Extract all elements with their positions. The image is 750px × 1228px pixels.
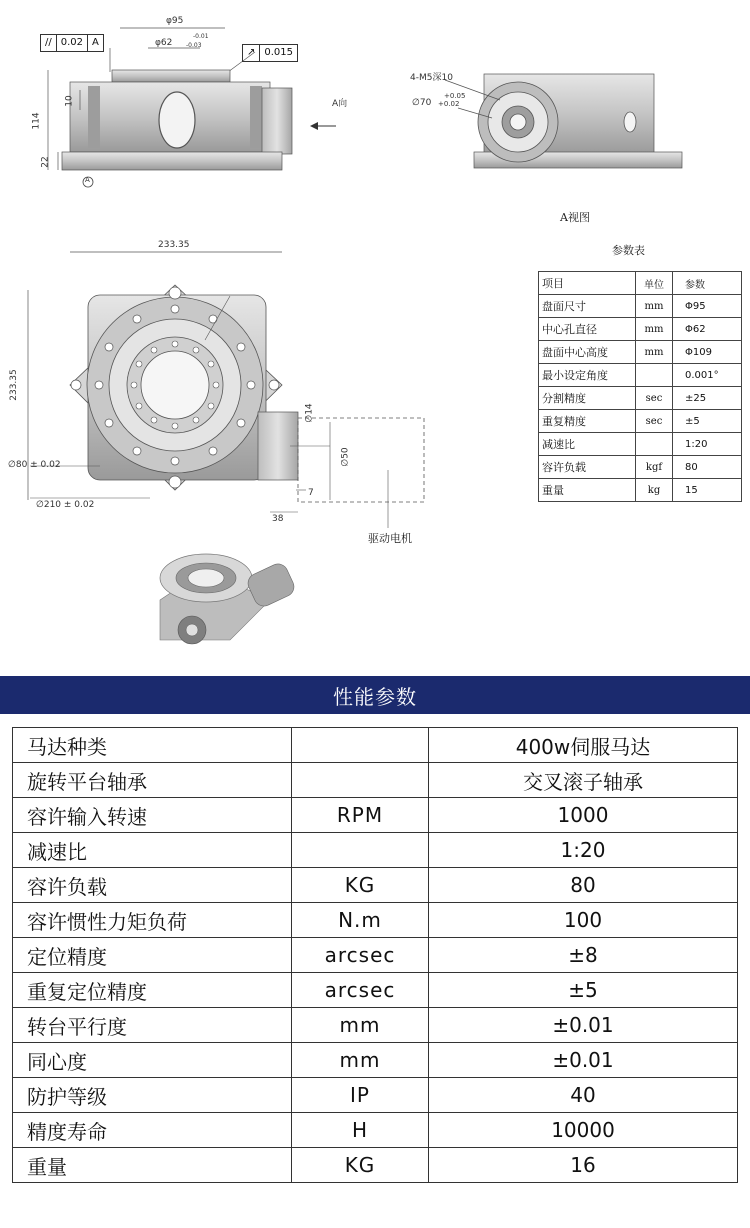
spec-unit: sec xyxy=(636,410,673,433)
spec-row xyxy=(539,318,742,341)
param-value: 1:20 xyxy=(429,833,738,868)
dim-center-hole-tol-upper: -0.01 xyxy=(193,33,209,40)
param-name: 容许惯性力矩负荷 xyxy=(13,903,292,938)
spec-row xyxy=(539,341,742,364)
top-center-hole xyxy=(141,351,209,419)
param-value: 80 xyxy=(429,868,738,903)
param-unit xyxy=(292,763,429,798)
spec-header-unit: 单位 xyxy=(636,272,673,295)
spec-header-row xyxy=(539,272,742,295)
param-name: 防护等级 xyxy=(13,1078,292,1113)
table-row xyxy=(13,1113,738,1148)
thread-callout: 4-M5深10 xyxy=(410,73,453,83)
front-left-cap xyxy=(88,86,100,148)
spec-item: 容许负载 xyxy=(539,456,636,479)
param-unit: KG xyxy=(292,868,429,903)
spec-row xyxy=(539,479,742,502)
motor-outline xyxy=(298,418,424,502)
table-row xyxy=(13,868,738,903)
param-name: 定位精度 xyxy=(13,938,292,973)
spec-value: 1:20 xyxy=(673,433,742,456)
spec-item: 中心孔直径 xyxy=(539,318,636,341)
front-center-window xyxy=(159,92,195,148)
spec-value: Φ95 xyxy=(673,295,742,318)
dim-center-hole: φ62 xyxy=(155,38,173,48)
tolerance-frame-runout xyxy=(242,44,298,62)
tol-value-runout: 0.015 xyxy=(264,47,294,58)
spec-item: 盘面中心高度 xyxy=(539,341,636,364)
table-row xyxy=(13,728,738,763)
side-port xyxy=(624,112,636,132)
spec-value: ±25 xyxy=(673,387,742,410)
param-value: ±0.01 xyxy=(429,1043,738,1078)
table-row xyxy=(13,1043,738,1078)
dim-38: 38 xyxy=(272,514,284,524)
param-name: 容许输入转速 xyxy=(13,798,292,833)
spec-unit: kgf xyxy=(636,456,673,479)
performance-table-body xyxy=(13,728,738,1183)
section-banner xyxy=(0,676,750,714)
front-motor-flange xyxy=(262,88,292,154)
tol-value-parallel: 0.02 xyxy=(57,35,88,51)
table-row xyxy=(13,833,738,868)
spec-value: Φ109 xyxy=(673,341,742,364)
dim-shaft: ∅14 xyxy=(304,403,315,423)
param-value: ±0.01 xyxy=(429,1008,738,1043)
render-shaft xyxy=(186,624,198,636)
motor-label: 驱动电机 xyxy=(368,532,412,545)
param-name: 减速比 xyxy=(13,833,292,868)
dim-7: 7 xyxy=(308,488,314,498)
param-name: 重量 xyxy=(13,1148,292,1183)
banner-title: 性能参数 xyxy=(333,684,417,709)
param-name: 旋转平台轴承 xyxy=(13,763,292,798)
view-direction-label: A向 xyxy=(332,99,348,109)
param-name: 同心度 xyxy=(13,1043,292,1078)
table-row xyxy=(13,938,738,973)
side-view xyxy=(445,74,682,168)
param-name: 重复定位精度 xyxy=(13,973,292,1008)
param-value: ±5 xyxy=(429,973,738,1008)
top-view xyxy=(28,252,424,528)
spec-header-value: 参数 xyxy=(673,272,742,295)
dim-base: 22 xyxy=(40,156,51,168)
param-unit: arcsec xyxy=(292,938,429,973)
spec-row xyxy=(539,456,742,479)
spec-table-body xyxy=(539,272,742,502)
spec-item: 重复精度 xyxy=(539,410,636,433)
spec-value: ±5 xyxy=(673,410,742,433)
dim-center-hole-tol-lower: -0.03 xyxy=(186,42,202,49)
product-render xyxy=(160,554,297,644)
param-unit: N.m xyxy=(292,903,429,938)
dim-width: 233.35 xyxy=(158,240,190,250)
spec-row xyxy=(539,295,742,318)
spec-item: 最小设定角度 xyxy=(539,364,636,387)
table-row xyxy=(13,1078,738,1113)
flange-tol-lower: +0.02 xyxy=(438,100,460,108)
param-name: 转台平行度 xyxy=(13,1008,292,1043)
flange-dia: ∅70 xyxy=(412,98,432,108)
performance-table xyxy=(12,727,738,1183)
table-row xyxy=(13,903,738,938)
param-value: 1000 xyxy=(429,798,738,833)
render-hole xyxy=(188,569,224,587)
param-unit xyxy=(292,833,429,868)
param-value: 100 xyxy=(429,903,738,938)
view-arrow-head xyxy=(310,122,318,130)
tol-datum-parallel: A xyxy=(92,37,99,48)
spec-table xyxy=(538,271,742,502)
param-unit xyxy=(292,728,429,763)
dim-top-dia: φ95 xyxy=(166,16,184,26)
param-name: 马达种类 xyxy=(13,728,292,763)
tol-symbol-parallel: // xyxy=(41,35,57,51)
param-unit: mm xyxy=(292,1043,429,1078)
dim-motor: ∅50 xyxy=(340,447,351,467)
param-unit: IP xyxy=(292,1078,429,1113)
spec-row xyxy=(539,364,742,387)
lug-left xyxy=(71,380,81,390)
param-unit: mm xyxy=(292,1008,429,1043)
flange-tol: +0.05 xyxy=(444,92,466,100)
front-right-cap xyxy=(250,86,262,148)
table-row xyxy=(13,798,738,833)
spec-unit: kg xyxy=(636,479,673,502)
spec-value: 0.001° xyxy=(673,364,742,387)
lug-bottom xyxy=(169,476,181,488)
spec-value: 15 xyxy=(673,479,742,502)
param-value: 交叉滚子轴承 xyxy=(429,763,738,798)
spec-unit xyxy=(636,433,673,456)
dim-height: 114 xyxy=(31,112,42,130)
spec-item: 减速比 xyxy=(539,433,636,456)
spec-value: Φ62 xyxy=(673,318,742,341)
front-top-plate xyxy=(112,70,230,82)
param-unit: RPM xyxy=(292,798,429,833)
param-value: 16 xyxy=(429,1148,738,1183)
spec-item: 分割精度 xyxy=(539,387,636,410)
spec-unit: mm xyxy=(636,295,673,318)
datum-label: A xyxy=(85,176,90,184)
spec-header-item: 项目 xyxy=(539,272,636,295)
side-shaft xyxy=(510,114,526,130)
param-value: 400w伺服马达 xyxy=(429,728,738,763)
front-base xyxy=(62,152,282,170)
param-value: 40 xyxy=(429,1078,738,1113)
dim-inner: ∅80 ± 0.02 xyxy=(8,460,61,470)
table-row xyxy=(13,763,738,798)
spec-unit: mm xyxy=(636,341,673,364)
table-row xyxy=(13,1148,738,1183)
spec-table-title: 参数表 xyxy=(612,244,645,257)
param-unit: arcsec xyxy=(292,973,429,1008)
tolerance-frame-parallel xyxy=(40,34,104,52)
param-value: 10000 xyxy=(429,1113,738,1148)
spec-row xyxy=(539,433,742,456)
lug-right xyxy=(269,380,279,390)
param-unit: H xyxy=(292,1113,429,1148)
table-row xyxy=(13,1008,738,1043)
spec-unit xyxy=(636,364,673,387)
lug-top xyxy=(169,287,181,299)
param-name: 精度寿命 xyxy=(13,1113,292,1148)
table-row xyxy=(13,973,738,1008)
spec-value: 80 xyxy=(673,456,742,479)
param-unit: KG xyxy=(292,1148,429,1183)
side-view-caption: A视图 xyxy=(560,211,590,224)
spec-row xyxy=(539,387,742,410)
spec-item: 盘面尺寸 xyxy=(539,295,636,318)
param-value: ±8 xyxy=(429,938,738,973)
dim-outer: ∅210 ± 0.02 xyxy=(36,500,95,510)
spec-row xyxy=(539,410,742,433)
dim-offset: 10 xyxy=(64,95,75,107)
tol-symbol-runout: ↗ xyxy=(243,45,260,61)
spec-item: 重量 xyxy=(539,479,636,502)
spec-unit: sec xyxy=(636,387,673,410)
spec-unit: mm xyxy=(636,318,673,341)
dim-height2: 233.35 xyxy=(8,369,19,401)
param-name: 容许负载 xyxy=(13,868,292,903)
